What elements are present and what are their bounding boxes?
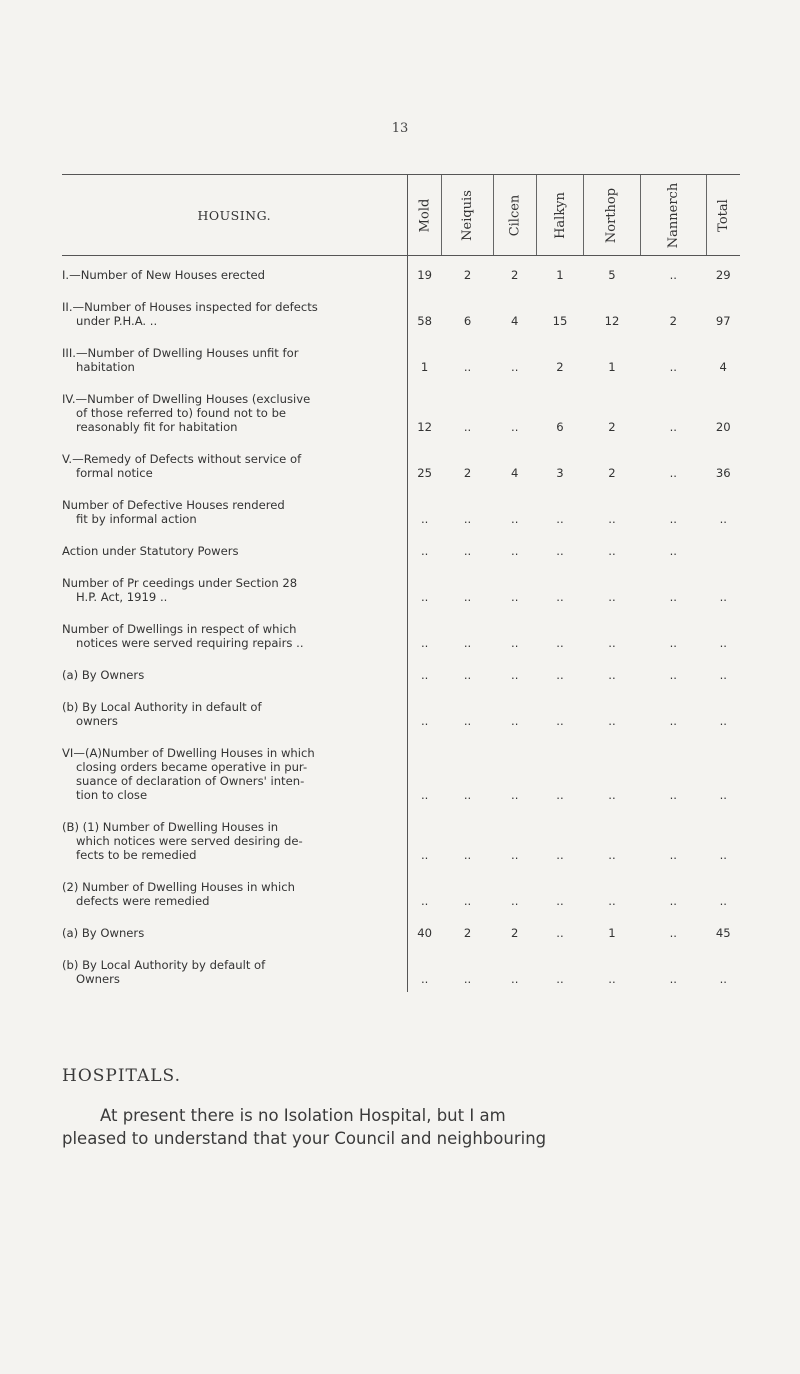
table-cell: .. — [463, 894, 472, 908]
row-label-line: H.P. Act, 1919 .. — [76, 590, 168, 604]
table-row — [62, 532, 740, 564]
row-label-line: formal notice — [76, 466, 153, 480]
table-cell: 1 — [556, 268, 564, 282]
table-row — [62, 440, 740, 486]
row-label-line: Owners — [76, 972, 120, 986]
table-cell: 25 — [417, 466, 432, 480]
table-cell: .. — [511, 590, 519, 604]
table-row — [62, 564, 740, 610]
table-cell: .. — [556, 894, 564, 908]
table-cell: .. — [420, 972, 429, 986]
paragraph-line: At present there is no Isolation Hospital, but I am — [100, 1106, 506, 1125]
table-cell: 2 — [608, 466, 616, 480]
table-cell: .. — [556, 668, 564, 682]
table-cell: .. — [420, 714, 429, 728]
row-label-line: fects to be remedied — [76, 848, 197, 862]
table-cell: 2 — [556, 360, 564, 374]
table-cell: .. — [608, 590, 616, 604]
table-cell: .. — [719, 848, 727, 862]
table-cell: .. — [608, 848, 616, 862]
table-cell: .. — [719, 668, 727, 682]
table-cell: .. — [556, 512, 564, 526]
table-cell: .. — [669, 268, 677, 282]
table-cell: .. — [463, 420, 472, 434]
table-cell: .. — [463, 848, 472, 862]
table-cell: .. — [669, 420, 677, 434]
table-cell: .. — [420, 590, 429, 604]
table-cell: .. — [608, 512, 616, 526]
row-label — [62, 564, 407, 610]
table-cell: .. — [463, 512, 472, 526]
table-cell: 97 — [715, 314, 731, 328]
table-cell: .. — [511, 848, 519, 862]
table-row — [62, 256, 740, 289]
row-label-line: defects were remedied — [76, 894, 210, 908]
table-cell: .. — [511, 972, 519, 986]
table-cell: .. — [608, 544, 616, 558]
table-cell: .. — [556, 926, 564, 940]
table-cell: 2 — [511, 268, 519, 282]
row-label-line: under P.H.A. .. — [76, 314, 158, 328]
table-cell: .. — [669, 848, 677, 862]
row-label — [62, 946, 407, 992]
table-row — [62, 610, 740, 656]
table-cell: .. — [719, 894, 727, 908]
table-row — [62, 486, 740, 532]
row-label — [62, 532, 407, 564]
table-cell: 4 — [719, 360, 727, 374]
row-label-line: owners — [76, 714, 118, 728]
table-cell: 12 — [417, 420, 432, 434]
table-cell: .. — [669, 512, 677, 526]
table-cell: 2 — [669, 314, 677, 328]
table-cell: 2 — [608, 420, 616, 434]
row-label-line: (a) By Owners — [62, 926, 145, 940]
row-label-line: Number of Defective Houses rendered — [62, 498, 285, 512]
table-cell: .. — [608, 972, 616, 986]
row-label-line: which notices were served desiring de- — [76, 834, 303, 848]
table-cell: 29 — [715, 268, 731, 282]
table-cell: .. — [463, 972, 472, 986]
row-label — [62, 808, 407, 868]
table-cell: .. — [719, 714, 727, 728]
table-cell: .. — [420, 894, 429, 908]
row-label-line: IV.—Number of Dwelling Houses (exclusive — [62, 392, 311, 406]
row-label-line: III.—Number of Dwelling Houses unfit for — [62, 346, 299, 360]
table-cell: .. — [556, 544, 564, 558]
table-cell: .. — [719, 512, 727, 526]
table-cell: .. — [463, 668, 472, 682]
body-paragraph — [62, 1104, 752, 1150]
table-cell: .. — [556, 972, 564, 986]
table-cell: .. — [608, 894, 616, 908]
column-header: Northop — [584, 175, 640, 256]
page-number: 13 — [391, 121, 409, 136]
column-header: Nannerch — [640, 175, 706, 256]
table-cell: 1 — [420, 360, 429, 374]
row-label — [62, 486, 407, 532]
table-cell: .. — [556, 714, 564, 728]
column-header: Cilcen — [493, 175, 536, 256]
table-cell: .. — [556, 636, 564, 650]
table-row — [62, 914, 740, 946]
table-cell: .. — [608, 788, 616, 802]
table-cell: 20 — [715, 420, 731, 434]
table-cell: .. — [669, 972, 677, 986]
table-cell: .. — [511, 512, 519, 526]
row-label-line: (b) By Local Authority by default of — [62, 958, 266, 972]
row-label — [62, 256, 407, 289]
table-cell: .. — [608, 668, 616, 682]
table-cell: 15 — [552, 314, 568, 328]
table-row — [62, 656, 740, 688]
row-label-line: closing orders became operative in pur- — [76, 760, 308, 774]
section-heading: HOSPITALS. — [62, 1066, 181, 1086]
table-cell: .. — [669, 668, 677, 682]
table-cell: .. — [669, 714, 677, 728]
table-cell: .. — [511, 668, 519, 682]
column-header: Mold — [407, 175, 442, 256]
table-cell: 19 — [417, 268, 432, 282]
row-label-line: (b) By Local Authority in default of — [62, 700, 262, 714]
table-body — [62, 256, 740, 993]
table-cell: 2 — [463, 926, 472, 940]
table-row — [62, 868, 740, 914]
table-cell: .. — [420, 848, 429, 862]
row-label — [62, 868, 407, 914]
table-cell: 36 — [715, 466, 731, 480]
table-cell: .. — [719, 636, 727, 650]
table-cell: .. — [511, 894, 519, 908]
table-cell: .. — [420, 636, 429, 650]
row-label — [62, 334, 407, 380]
table-row — [62, 946, 740, 992]
row-label-line: V.—Remedy of Defects without service of — [62, 452, 302, 466]
row-label-line: (a) By Owners — [62, 668, 145, 682]
row-label — [62, 734, 407, 808]
table-cell: .. — [719, 972, 727, 986]
table-header-row — [62, 175, 740, 256]
table-cell: .. — [669, 466, 677, 480]
table-cell: 1 — [608, 926, 616, 940]
table-cell: .. — [511, 544, 519, 558]
table-cell: 1 — [608, 360, 616, 374]
row-label-line: I.—Number of New Houses erected — [62, 268, 266, 282]
table-cell: 6 — [463, 314, 472, 328]
table-title: HOUSING. — [62, 175, 407, 256]
row-label-line: (2) Number of Dwelling Houses in which — [62, 880, 295, 894]
row-label-line: notices were served requiring repairs .. — [76, 636, 304, 650]
table-cell — [707, 532, 741, 564]
row-label-line: (B) (1) Number of Dwelling Houses in — [62, 820, 279, 834]
column-header: Halkyn — [536, 175, 584, 256]
column-header: Total — [707, 175, 741, 256]
paragraph-line: pleased to understand that your Council and neighbouring — [62, 1129, 547, 1148]
table-cell: 40 — [417, 926, 432, 940]
table-cell: .. — [608, 714, 616, 728]
row-label-line: tion to close — [76, 788, 148, 802]
table-cell: .. — [669, 788, 677, 802]
table-row — [62, 380, 740, 440]
table-cell: 45 — [715, 926, 731, 940]
table-cell: .. — [556, 848, 564, 862]
row-label — [62, 656, 407, 688]
table-cell: 3 — [556, 466, 564, 480]
table-cell: 4 — [511, 314, 519, 328]
table-cell: .. — [669, 590, 677, 604]
table-cell: .. — [511, 360, 519, 374]
table-cell: .. — [463, 544, 472, 558]
row-label-line: reasonably fit for habitation — [76, 420, 238, 434]
table-cell: .. — [420, 512, 429, 526]
table-cell: .. — [556, 590, 564, 604]
table-cell: 2 — [463, 466, 472, 480]
table-cell: .. — [463, 788, 472, 802]
row-label — [62, 440, 407, 486]
table-cell: .. — [719, 590, 727, 604]
table-cell: .. — [511, 420, 519, 434]
row-label-line: of those referred to) found not to be — [76, 406, 287, 420]
table-cell: 6 — [556, 420, 564, 434]
table-cell: .. — [420, 544, 429, 558]
table-row — [62, 334, 740, 380]
row-label-line: VI—(A)Number of Dwelling Houses in which — [62, 746, 315, 760]
column-header: Neiquis — [442, 175, 494, 256]
table-cell: .. — [463, 714, 472, 728]
table-cell: .. — [511, 636, 519, 650]
table-cell: .. — [511, 788, 519, 802]
table-row — [62, 288, 740, 334]
table-cell: 2 — [463, 268, 472, 282]
table-cell: 58 — [417, 314, 432, 328]
table-cell: .. — [463, 636, 472, 650]
row-label — [62, 610, 407, 656]
table-cell: .. — [669, 360, 677, 374]
row-label — [62, 288, 407, 334]
table-cell: .. — [669, 926, 677, 940]
table-cell: .. — [608, 636, 616, 650]
table-row — [62, 808, 740, 868]
row-label-line: habitation — [76, 360, 135, 374]
table-cell: .. — [420, 668, 429, 682]
table-cell: .. — [556, 788, 564, 802]
table-cell: .. — [669, 544, 677, 558]
row-label-line: Action under Statutory Powers — [62, 544, 239, 558]
housing-table — [62, 174, 740, 992]
table-cell: 12 — [604, 314, 620, 328]
table-cell: 5 — [608, 268, 616, 282]
table-cell: .. — [463, 590, 472, 604]
table-cell: .. — [463, 360, 472, 374]
row-label-line: fit by informal action — [76, 512, 197, 526]
row-label-line: suance of declaration of Owners' inten- — [76, 774, 305, 788]
table-cell: .. — [511, 714, 519, 728]
table-cell: .. — [669, 894, 677, 908]
table-row — [62, 688, 740, 734]
table-cell: .. — [420, 788, 429, 802]
row-label-line: Number of Dwellings in respect of which — [62, 622, 297, 636]
row-label — [62, 380, 407, 440]
table-cell: .. — [669, 636, 677, 650]
table-cell: .. — [719, 788, 727, 802]
table-row — [62, 734, 740, 808]
row-label-line: II.—Number of Houses inspected for defects — [62, 300, 318, 314]
table-cell: 4 — [511, 466, 519, 480]
row-label — [62, 688, 407, 734]
table-cell: 2 — [511, 926, 519, 940]
row-label — [62, 914, 407, 946]
row-label-line: Number of Pr ceedings under Section 28 — [62, 576, 298, 590]
